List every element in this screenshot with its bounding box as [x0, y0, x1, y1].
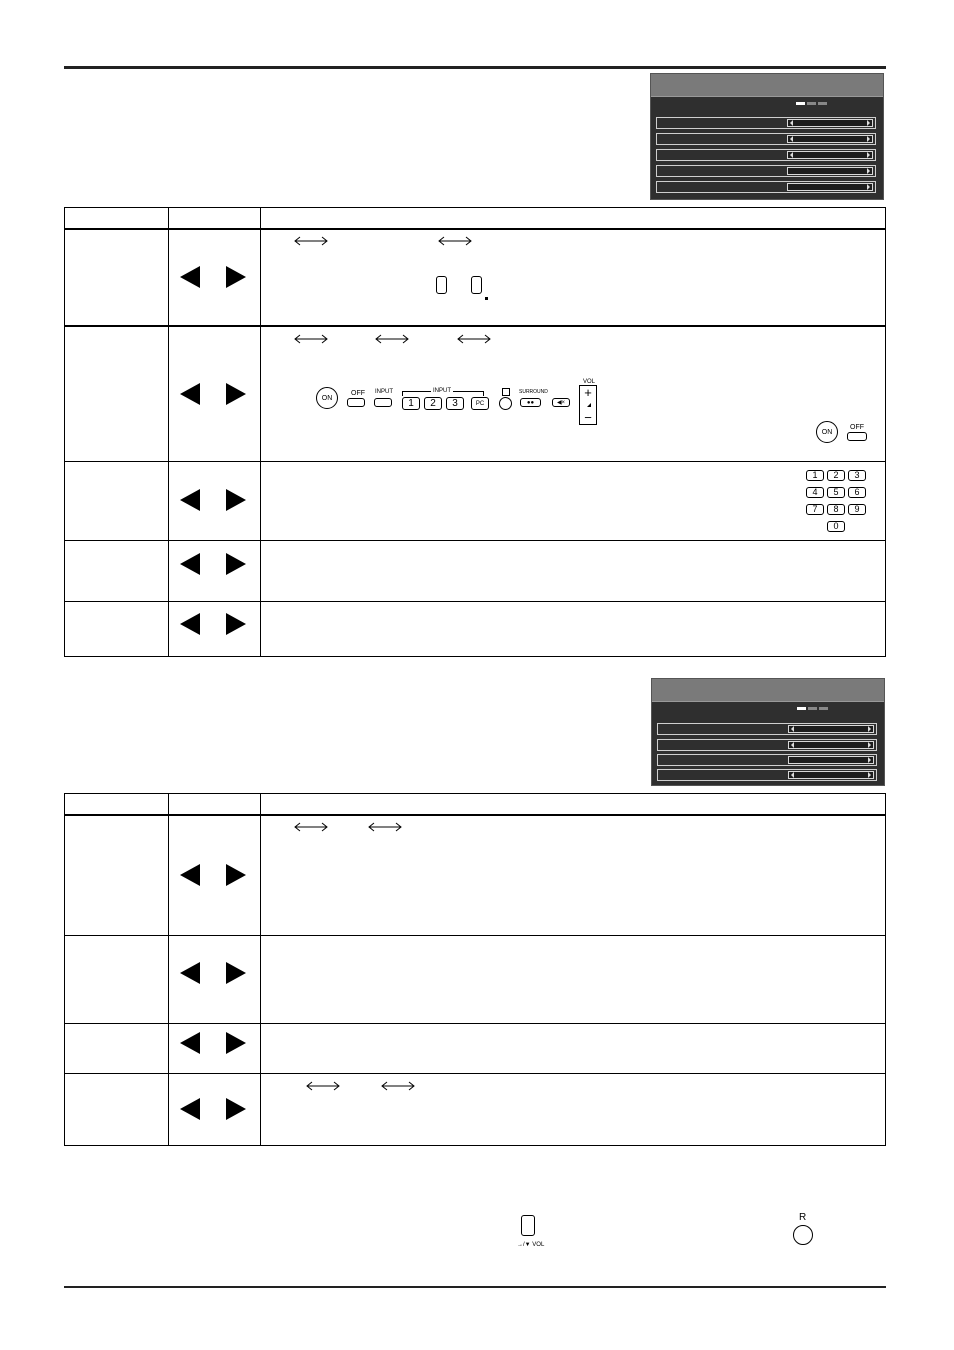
top-rule	[64, 66, 886, 69]
double-arrow-icon	[374, 334, 410, 344]
numeric-key-6: 6	[848, 487, 866, 498]
right-arrow-icon	[226, 553, 246, 575]
menu-page-indicator	[797, 707, 828, 710]
table-row	[65, 816, 885, 935]
on-button-icon: ON	[316, 387, 338, 409]
unit-button-icon	[436, 276, 447, 294]
menu-row	[656, 133, 876, 145]
double-arrow-icon	[456, 334, 492, 344]
unit-button-icon	[471, 276, 482, 294]
left-arrow-icon	[180, 266, 200, 288]
left-right-buttons	[168, 613, 260, 635]
double-arrow-icon	[293, 334, 329, 344]
left-right-buttons	[168, 962, 260, 984]
left-arrow-icon	[180, 383, 200, 405]
right-arrow-icon	[226, 864, 246, 886]
numeric-key-8: 8	[827, 504, 845, 515]
menu-row	[656, 149, 876, 161]
right-arrow-icon	[226, 266, 246, 288]
left-arrow-icon	[180, 613, 200, 635]
left-arrow-icon	[180, 1032, 200, 1054]
menu-row	[656, 181, 876, 193]
numeric-key-7: 7	[806, 504, 824, 515]
menu-row	[657, 723, 877, 735]
input-pc-key: PC	[471, 397, 489, 410]
settings-table-1	[64, 207, 886, 657]
menu-row	[657, 769, 877, 781]
table-row	[65, 601, 885, 656]
menu-row	[656, 165, 876, 177]
left-right-buttons	[168, 553, 260, 575]
mute-button-icon: ◀×	[552, 398, 570, 407]
indicator-dot	[485, 297, 488, 300]
right-arrow-icon	[226, 962, 246, 984]
left-right-buttons	[168, 489, 260, 511]
numeric-key-1: 1	[806, 470, 824, 481]
bottom-rule	[64, 1286, 886, 1288]
left-arrow-icon	[180, 864, 200, 886]
double-arrow-icon	[305, 1081, 341, 1091]
left-right-buttons	[168, 864, 260, 886]
numeric-key-2: 2	[827, 470, 845, 481]
menu-thumbnail-1	[650, 73, 884, 200]
double-arrow-icon	[367, 822, 403, 832]
volume-rocker-icon: + −	[579, 385, 597, 425]
left-arrow-icon	[180, 962, 200, 984]
table-row	[65, 540, 885, 601]
double-arrow-icon	[437, 236, 473, 246]
vol-label: VOL	[583, 379, 596, 385]
input-label: INPUT	[375, 389, 393, 395]
menu-row	[657, 754, 877, 766]
table-row	[65, 230, 885, 326]
input-button-icon	[374, 398, 392, 407]
numeric-key-3: 3	[848, 470, 866, 481]
left-arrow-icon	[180, 1098, 200, 1120]
menu-thumbnail-2	[651, 678, 885, 786]
table-row	[65, 935, 885, 1023]
off-button-icon	[347, 398, 365, 407]
settings-table-2	[64, 793, 886, 1146]
numeric-key-0: 0	[827, 521, 845, 532]
numeric-key-4: 4	[806, 487, 824, 498]
right-arrow-icon	[226, 489, 246, 511]
left-right-buttons	[168, 1032, 260, 1054]
left-right-buttons	[168, 1098, 260, 1120]
table-row	[65, 461, 885, 540]
menu-page-indicator	[796, 102, 827, 105]
double-arrow-icon	[380, 1081, 416, 1091]
input-2-key: 2	[424, 397, 442, 410]
table-row	[65, 325, 885, 461]
r-label: R	[799, 1212, 807, 1223]
menu-row	[656, 117, 876, 129]
r-button-icon	[793, 1225, 813, 1245]
off-label: OFF	[351, 390, 365, 397]
menu-title-bar	[651, 74, 883, 97]
numeric-key-9: 9	[848, 504, 866, 515]
input-group-label: INPUT	[433, 388, 451, 394]
unit-vol-button-icon	[521, 1215, 535, 1236]
off-label: OFF	[850, 424, 864, 431]
left-arrow-icon	[180, 553, 200, 575]
on-button-icon: ON	[816, 421, 838, 443]
menu-title-bar	[652, 679, 884, 702]
right-arrow-icon	[226, 613, 246, 635]
surround-button-icon: ●●	[520, 398, 541, 407]
screen-icon	[502, 388, 510, 396]
right-arrow-icon	[226, 1098, 246, 1120]
right-arrow-icon	[226, 383, 246, 405]
recall-button-icon	[499, 397, 512, 410]
double-arrow-icon	[293, 236, 329, 246]
vol-caption: →/▼ VOL	[517, 1242, 545, 1248]
numeric-key-5: 5	[827, 487, 845, 498]
input-1-key: 1	[402, 397, 420, 410]
table-row	[65, 1073, 885, 1145]
input-3-key: 3	[446, 397, 464, 410]
menu-row	[657, 739, 877, 751]
surround-label: SURROUND	[519, 389, 548, 395]
left-right-buttons	[168, 383, 260, 405]
left-right-buttons	[168, 266, 260, 288]
off-button-icon	[847, 432, 867, 441]
table-row	[65, 1023, 885, 1073]
left-arrow-icon	[180, 489, 200, 511]
double-arrow-icon	[293, 822, 329, 832]
right-arrow-icon	[226, 1032, 246, 1054]
